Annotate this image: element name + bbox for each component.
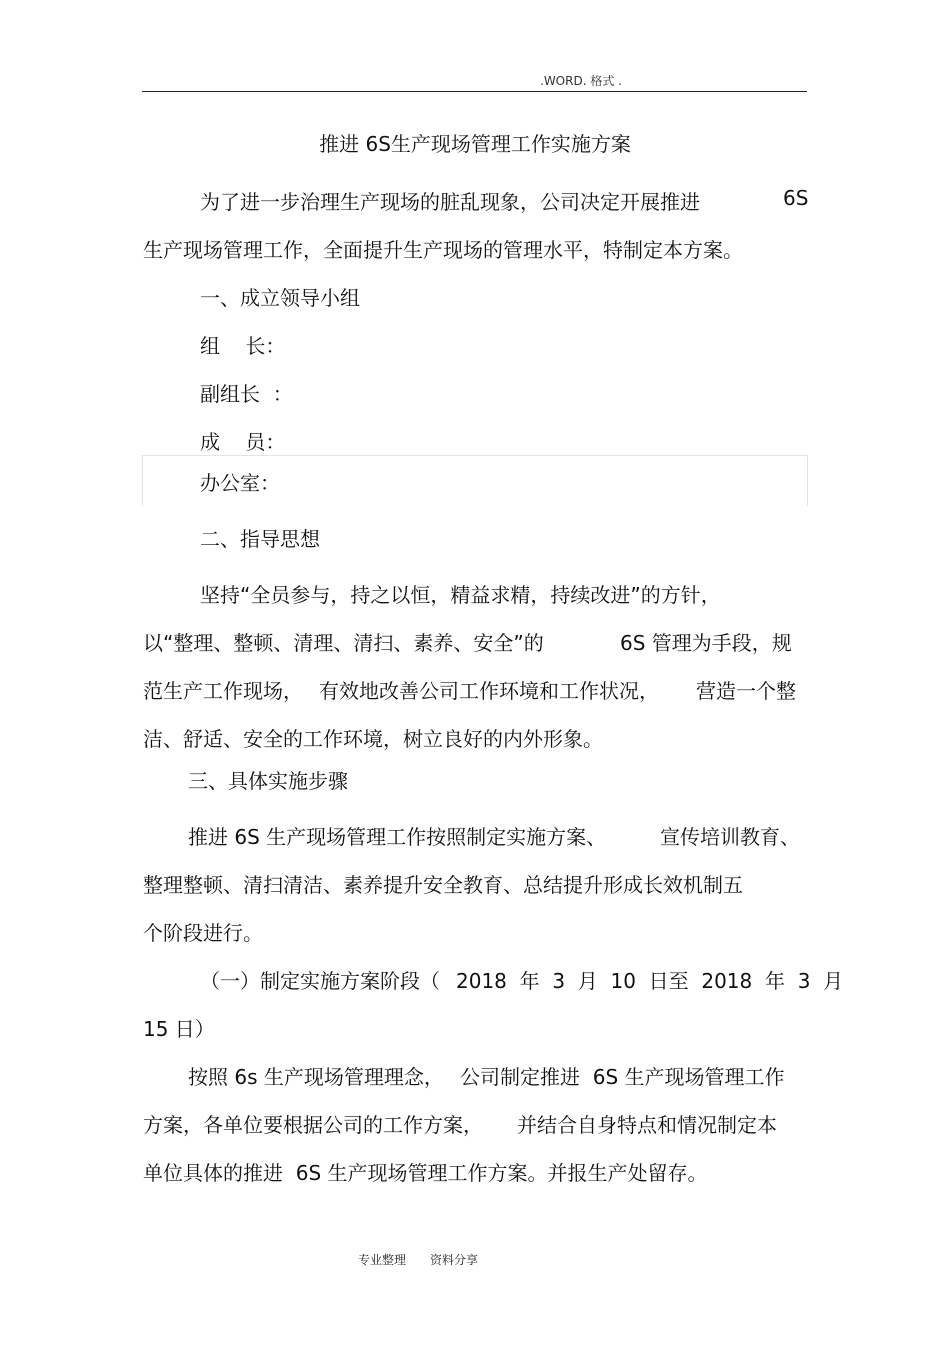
paragraph-line: 营造一个整 (696, 679, 796, 703)
field-label: 组 长： (200, 334, 286, 358)
paragraph-line: 以“整理、整顿、清理、清扫、素养、安全”的 (143, 631, 544, 655)
paragraph-line: 宣传培训教育、 (660, 825, 800, 849)
paragraph-line: 有效地改善公司工作环境和工作状况， (319, 679, 659, 703)
page-header: .WORD. 格式 . (540, 74, 622, 88)
paragraph-line: 6S (783, 186, 809, 210)
document-title: 推进 6S生产现场管理工作实施方案 (319, 132, 631, 156)
section-heading: 二、指导思想 (200, 527, 320, 551)
field-label: 副组长 ： (200, 382, 293, 406)
paragraph-line: 洁、舒适、安全的工作环境，树立良好的内外形象。 (143, 727, 603, 751)
paragraph-line: 范生产工作现场， (143, 679, 303, 703)
paragraph-line: 6S 管理为手段，规 (620, 631, 792, 655)
paragraph-line: 生产现场管理工作，全面提升生产现场的管理水平，特制定本方案。 (143, 238, 743, 262)
field-label: 办公室： (200, 471, 280, 495)
subsection-heading: 15 日） (143, 1017, 215, 1041)
paragraph-line: 个阶段进行。 (143, 921, 263, 945)
paragraph-line: 公司制定推进 6S 生产现场管理工作 (460, 1065, 785, 1089)
paragraph-line: 方案，各单位要根据公司的工作方案， (143, 1113, 483, 1137)
paragraph-line: 按照 6s 生产现场管理理念， (188, 1065, 444, 1089)
paragraph-line: 并结合自身特点和情况制定本 (517, 1113, 777, 1137)
field-label: 成 员： (200, 430, 286, 454)
paragraph-line: 单位具体的推进 6S 生产现场管理工作方案。并报生产处留存。 (143, 1161, 708, 1185)
section-heading: 一、成立领导小组 (200, 286, 360, 310)
subsection-heading: （一）制定实施方案阶段（ (200, 969, 440, 993)
page-footer-right: 资料分享 (430, 1253, 479, 1267)
page-footer-left: 专业整理 (358, 1253, 407, 1267)
paragraph-line: 为了进一步治理生产现场的脏乱现象，公司决定开展推进 (200, 190, 700, 214)
paragraph-line: 整理整顿、清扫清洁、素养提升安全教育、总结提升形成长效机制五 (143, 873, 743, 897)
header-divider (142, 91, 807, 92)
paragraph-line: 坚持“全员参与，持之以恒，精益求精，持续改进”的方针， (200, 583, 721, 607)
subsection-heading: 2018 年 3 月 10 日至 2018 年 3 月 (456, 969, 844, 993)
paragraph-line: 推进 6S 生产现场管理工作按照制定实施方案、 (188, 825, 607, 849)
section-heading: 三、具体实施步骤 (188, 769, 348, 793)
